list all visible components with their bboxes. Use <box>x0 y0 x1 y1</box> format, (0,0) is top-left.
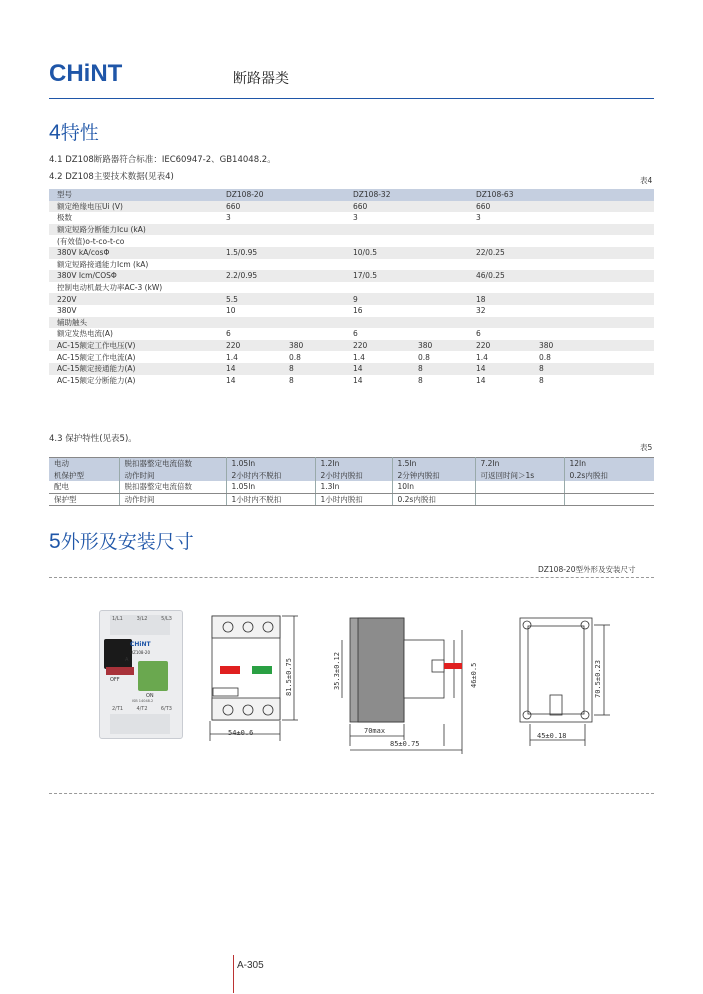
chint-logo: CHiNT <box>49 60 123 87</box>
table-cell <box>410 282 468 294</box>
table-row <box>49 293 654 305</box>
table-cell: 380 <box>531 340 654 352</box>
off-label: OFF <box>110 677 120 683</box>
table-cell: 1.5/0.95 <box>218 247 281 259</box>
bottom-terminal-block <box>110 714 170 734</box>
table-cell: 220 <box>218 340 281 352</box>
table-cell <box>281 293 345 305</box>
table-cell: 46/0.25 <box>468 270 531 282</box>
photo-standard: ISB 14048.2 <box>132 699 154 703</box>
table4-label: 表4 <box>640 176 653 185</box>
table-cell <box>531 305 654 317</box>
para-4-2: 4.2 DZ108主要技术数据(见表4) <box>49 172 174 182</box>
table-cell: 8 <box>281 375 345 387</box>
table-cell <box>468 282 531 294</box>
front-green-indicator <box>252 666 272 674</box>
table-cell <box>281 201 345 213</box>
para-4-1: 4.1 DZ108断路器符合标准：IEC60947-2、GB14048.2。 <box>49 155 276 165</box>
spec-table-4 <box>49 189 654 386</box>
table-cell: 0.8 <box>531 351 654 363</box>
table-cell: 1.2In <box>315 458 392 470</box>
product-photo <box>99 610 183 739</box>
table-cell: 8 <box>531 375 654 387</box>
terminal-4-label: 4/T2 <box>136 706 148 712</box>
table-cell <box>531 212 654 224</box>
table-cell: 1.5In <box>392 458 475 470</box>
table-cell <box>281 317 345 329</box>
table-cell: 660 <box>345 201 410 213</box>
table-cell: 脱扣器整定电流倍数 <box>119 458 226 470</box>
table-row <box>49 317 654 329</box>
table-cell: 380 <box>410 340 468 352</box>
table-cell: 机保护型 <box>49 470 119 482</box>
table-cell <box>564 493 654 506</box>
table-cell: 额定绝缘电压Ui (V) <box>49 201 218 213</box>
table-cell: 额定短路接通能力Icm (kA) <box>49 259 218 271</box>
table-cell: 10In <box>392 481 475 493</box>
table-cell: 380V kA/cosΦ <box>49 247 218 259</box>
table-cell <box>564 481 654 493</box>
table-cell <box>410 259 468 271</box>
table-cell: 8 <box>410 375 468 387</box>
category-title: 断路器类 <box>233 71 289 87</box>
table-cell: 14 <box>345 375 410 387</box>
table-cell: 14 <box>218 363 281 375</box>
table-cell: 2小时内不脱扣 <box>226 470 315 482</box>
dimension-drawings <box>200 600 670 760</box>
table-cell: 1.4 <box>218 351 281 363</box>
table-cell: 5.5 <box>218 293 281 305</box>
table-row <box>49 305 654 317</box>
table-row <box>49 201 654 213</box>
table-cell: 7.2In <box>475 458 564 470</box>
table-cell: 6 <box>345 328 410 340</box>
dim-depth-front: 35.3±0.12 <box>333 652 341 690</box>
section-5-number: 5 <box>49 530 61 553</box>
table-cell: 10/0.5 <box>345 247 410 259</box>
dim-mount-height: 70.5±0.23 <box>594 660 602 698</box>
table-cell <box>410 235 468 247</box>
table-cell: (有效值)o-t-co-t-co <box>49 235 218 247</box>
table-cell: 8 <box>531 363 654 375</box>
table-cell: 18 <box>468 293 531 305</box>
table-row <box>49 212 654 224</box>
table-cell <box>531 235 654 247</box>
table-cell <box>345 282 410 294</box>
table-cell <box>281 282 345 294</box>
table-cell: 380V Icm/COSΦ <box>49 270 218 282</box>
table-cell: 1.05In <box>226 481 315 493</box>
table5-label: 表5 <box>640 443 653 452</box>
section-5-title: 外形及安装尺寸 <box>60 531 194 553</box>
table-row <box>49 340 654 352</box>
table-cell <box>410 201 468 213</box>
bottom-terminal-labels <box>112 706 172 712</box>
table-cell <box>531 224 654 236</box>
table-cell: 16 <box>345 305 410 317</box>
table-cell <box>218 317 281 329</box>
table-cell: AC-15额定分断能力(A) <box>49 375 218 387</box>
table-cell: 0.2s内脱扣 <box>564 470 654 482</box>
table-row <box>49 375 654 387</box>
table-cell: DZ108-63 <box>468 189 531 201</box>
table-cell <box>345 259 410 271</box>
table-cell <box>468 317 531 329</box>
table-cell <box>218 224 281 236</box>
table-cell: 1小时内不脱扣 <box>226 493 315 506</box>
table-cell <box>281 212 345 224</box>
table-cell: 型号 <box>49 189 218 201</box>
table-cell: 220V <box>49 293 218 305</box>
table-cell <box>531 247 654 259</box>
table-row <box>49 470 654 482</box>
table-cell <box>410 247 468 259</box>
table-cell <box>281 235 345 247</box>
table-row <box>49 247 654 259</box>
table-cell <box>531 293 654 305</box>
table-cell <box>531 189 654 201</box>
photo-a-label: A <box>125 657 129 663</box>
table-cell: 0.8 <box>281 351 345 363</box>
table-cell <box>468 235 531 247</box>
table-cell: 脱扣器整定电流倍数 <box>119 481 226 493</box>
table-cell <box>410 317 468 329</box>
section-4-title: 特性 <box>60 122 99 144</box>
on-label: ON <box>146 693 154 699</box>
side-red-indicator <box>444 663 462 669</box>
table-cell: 8 <box>281 363 345 375</box>
table-cell: 1.4 <box>468 351 531 363</box>
table-cell <box>218 235 281 247</box>
table-cell <box>281 224 345 236</box>
table-cell: 14 <box>345 363 410 375</box>
table-cell <box>345 317 410 329</box>
table-cell: AC-15额定工作电流(A) <box>49 351 218 363</box>
table-cell: 3 <box>468 212 531 224</box>
table-cell <box>410 293 468 305</box>
table-cell: 660 <box>468 201 531 213</box>
table-cell <box>531 201 654 213</box>
dim-depth-total: 85±0.75 <box>390 740 420 748</box>
table-cell: 动作时间 <box>119 470 226 482</box>
table-cell: DZ108-32 <box>345 189 410 201</box>
table-cell: 6 <box>468 328 531 340</box>
table-cell: 电动 <box>49 458 119 470</box>
table-cell: 22/0.25 <box>468 247 531 259</box>
table-cell: 1.3In <box>315 481 392 493</box>
table-row <box>49 270 654 282</box>
table-cell: 额定短路分断能力Icu (kA) <box>49 224 218 236</box>
table-cell <box>345 224 410 236</box>
table-cell: 配电 <box>49 481 119 493</box>
table-cell <box>531 328 654 340</box>
table-cell: 2.2/0.95 <box>218 270 281 282</box>
table-cell: 380V <box>49 305 218 317</box>
table-cell <box>281 189 345 201</box>
off-button <box>106 667 134 675</box>
table-cell <box>410 189 468 201</box>
page-number: A-305 <box>237 960 264 971</box>
table-cell <box>281 247 345 259</box>
table-row <box>49 493 654 506</box>
table-cell: 17/0.5 <box>345 270 410 282</box>
table-cell: 保护型 <box>49 493 119 506</box>
table-row <box>49 282 654 294</box>
dim-handle-height: 46±0.5 <box>470 662 478 688</box>
table-cell: 32 <box>468 305 531 317</box>
section-divider-bottom <box>49 793 654 794</box>
table-cell <box>475 493 564 506</box>
dimension-caption: DZ108-20型外形及安装尺寸 <box>538 565 636 574</box>
table-cell <box>345 235 410 247</box>
table-cell <box>281 305 345 317</box>
table-cell: 额定发热电流(A) <box>49 328 218 340</box>
table-row <box>49 224 654 236</box>
section-4-number: 4 <box>49 121 61 144</box>
terminal-2-label: 2/T1 <box>112 706 124 712</box>
photo-brand: CHiNT <box>130 641 151 648</box>
top-terminal-labels <box>112 616 172 622</box>
table-cell <box>410 212 468 224</box>
table-cell <box>218 259 281 271</box>
table-cell <box>410 224 468 236</box>
table-cell <box>531 317 654 329</box>
rotary-knob <box>104 639 132 669</box>
footer-rule <box>233 955 234 993</box>
dim-depth-max: 70max <box>364 727 386 735</box>
table-cell <box>468 224 531 236</box>
table-cell: 可返回时间＞1s <box>475 470 564 482</box>
table-cell: 14 <box>468 375 531 387</box>
table-cell: 12In <box>564 458 654 470</box>
table-cell: 8 <box>410 363 468 375</box>
table-row <box>49 328 654 340</box>
table-cell: 660 <box>218 201 281 213</box>
table-cell: 9 <box>345 293 410 305</box>
table-cell: DZ108-20 <box>218 189 281 201</box>
table-cell <box>531 259 654 271</box>
dim-mount-width: 45±0.18 <box>537 732 567 740</box>
table-cell <box>531 282 654 294</box>
table-cell <box>281 259 345 271</box>
table-cell: 0.8 <box>410 351 468 363</box>
table-row <box>49 259 654 271</box>
table-cell: 0.2s内脱扣 <box>392 493 475 506</box>
table-cell: 10 <box>218 305 281 317</box>
table-cell <box>531 270 654 282</box>
table-cell: 220 <box>468 340 531 352</box>
table-cell <box>281 270 345 282</box>
section-4-heading <box>49 118 99 145</box>
table-cell: 1小时内脱扣 <box>315 493 392 506</box>
terminal-1-label: 1/L1 <box>112 616 123 622</box>
side-view-drawing <box>342 618 462 754</box>
table-cell: 动作时间 <box>119 493 226 506</box>
dim-width-front: 54±0.6 <box>228 729 254 737</box>
table-cell <box>281 328 345 340</box>
protection-table-5 <box>49 457 654 506</box>
table-cell: 3 <box>345 212 410 224</box>
terminal-6-label: 6/T3 <box>160 706 172 712</box>
table-row <box>49 235 654 247</box>
table-cell: 2分钟内脱扣 <box>392 470 475 482</box>
table-cell <box>410 305 468 317</box>
table-cell: 2小时内脱扣 <box>315 470 392 482</box>
para-4-3: 4.3 保护特性(见表5)。 <box>49 434 137 444</box>
section-5-heading <box>49 527 194 554</box>
on-button <box>138 661 168 691</box>
terminal-5-label: 5/L3 <box>161 616 172 622</box>
front-red-indicator <box>220 666 240 674</box>
table-row <box>49 481 654 493</box>
table-cell: 1.05In <box>226 458 315 470</box>
terminal-3-label: 3/L2 <box>136 616 148 622</box>
table-cell: 6 <box>218 328 281 340</box>
photo-model: DZ108-20 <box>130 650 150 655</box>
table-cell <box>410 270 468 282</box>
table-cell: 极数 <box>49 212 218 224</box>
header-rule <box>49 98 654 99</box>
dim-height-front: 81.5±0.75 <box>285 658 293 696</box>
table-cell: 14 <box>218 375 281 387</box>
table-cell: 14 <box>468 363 531 375</box>
table-cell: AC-15额定接通能力(A) <box>49 363 218 375</box>
table-row <box>49 363 654 375</box>
table-row <box>49 458 654 470</box>
table-cell: AC-15额定工作电压(V) <box>49 340 218 352</box>
table-cell <box>410 328 468 340</box>
table-cell: 控制电动机最大功率AC-3 (kW) <box>49 282 218 294</box>
table-cell: 辅助触头 <box>49 317 218 329</box>
table-cell <box>218 282 281 294</box>
table-row <box>49 189 654 201</box>
table-cell: 220 <box>345 340 410 352</box>
table-cell: 1.4 <box>345 351 410 363</box>
table-cell <box>468 259 531 271</box>
table-row <box>49 351 654 363</box>
table-cell: 380 <box>281 340 345 352</box>
section-divider-top <box>49 577 654 578</box>
table-cell <box>475 481 564 493</box>
table-cell: 3 <box>218 212 281 224</box>
